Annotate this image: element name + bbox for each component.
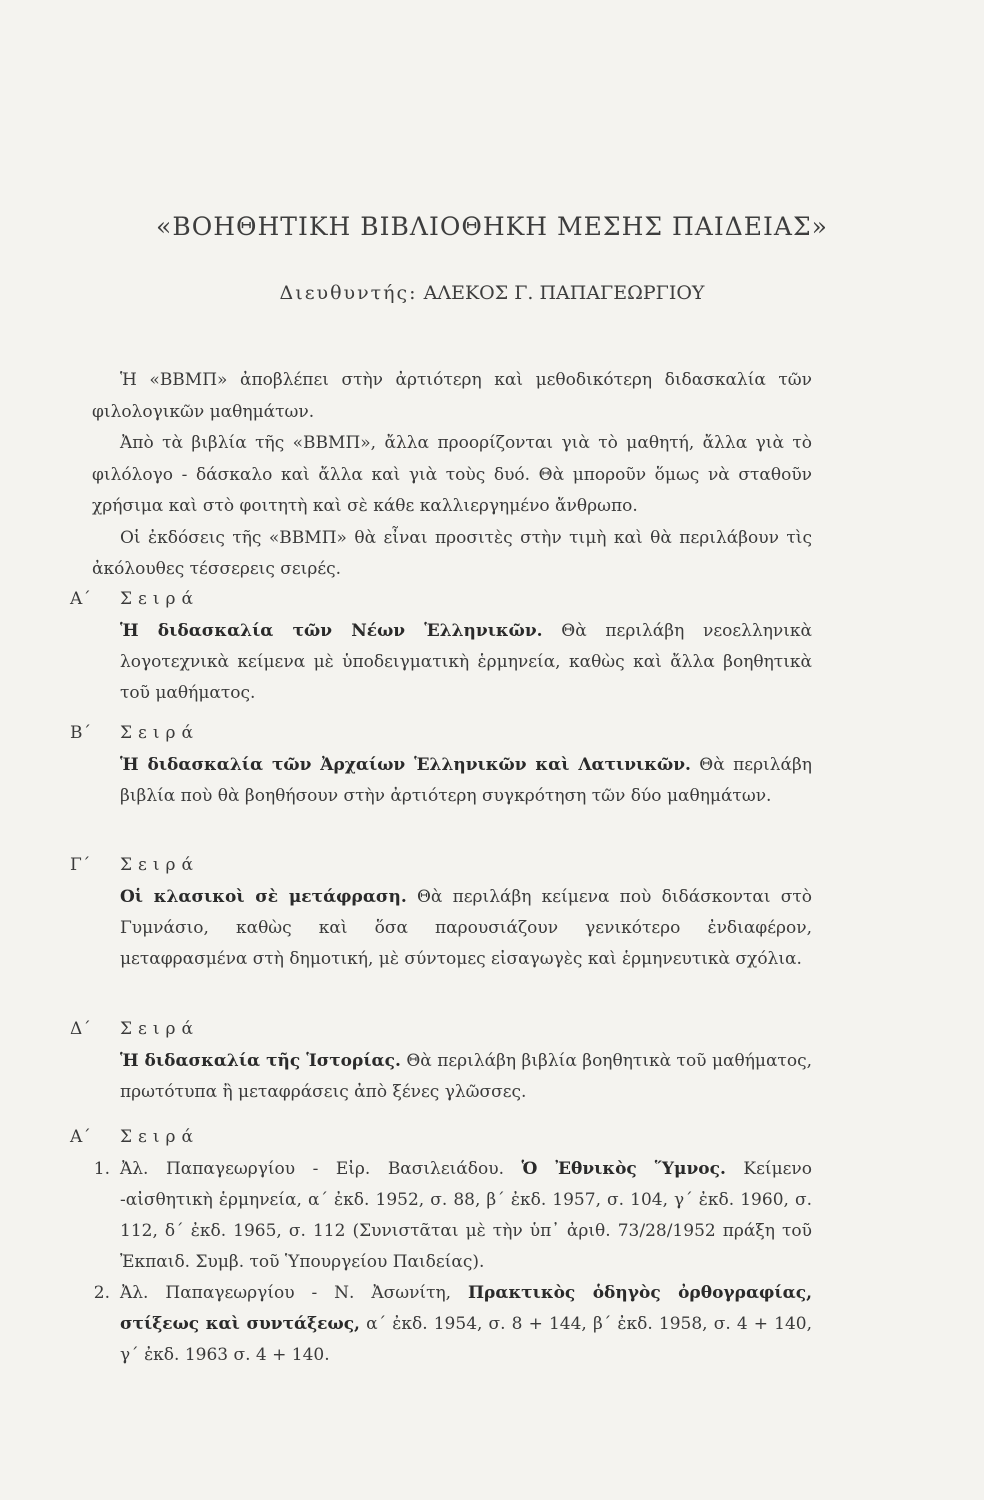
series-text: Θὰ περιλάβη νεοελληνικὰ λογοτεχνικὰ κείμενα μὲ ὑποδειγματικὴ ἑρμηνεία, καθὼς καὶ ἄλλα βοηθητικὰ τοῦ μαθήματος.	[120, 621, 813, 703]
item-number: 2.	[93, 1283, 110, 1303]
series-label: Σειρά	[120, 589, 199, 609]
series-b	[70, 716, 812, 812]
series-head	[70, 848, 812, 882]
item-details: α΄ ἐκδ. 1954, σ. 8 + 144, β΄ ἐκδ. 1958, σ. 4 + 140, γ΄ ἐκδ. 1963 σ. 4 + 140.	[120, 1314, 813, 1365]
item-text	[120, 1278, 812, 1371]
series-text: Θὰ περιλάβη βιβλία ποὺ θὰ βοηθήσουν στὴν ἀρτιότερη συγκρότηση τῶν δύο μαθημάτων.	[120, 755, 812, 806]
series-letter: Α΄	[70, 589, 91, 609]
director-role: Διευθυντής:	[279, 282, 418, 304]
intro-text	[92, 365, 812, 586]
series-head	[70, 716, 812, 750]
series-head	[70, 1012, 812, 1046]
series-title: Ἡ διδασκαλία τῶν Νέων Ἑλληνικῶν.	[120, 621, 543, 641]
series-label: Σειρά	[120, 723, 199, 743]
item-text	[120, 1154, 812, 1278]
item-number: 1.	[93, 1159, 110, 1179]
series-letter: Δ΄	[70, 1019, 91, 1039]
item-details: Κείμενο -αἰσθητικὴ ἑρμηνεία, α΄ ἐκδ. 1952, σ. 88, β΄ ἐκδ. 1957, σ. 104, γ΄ ἐκδ. 1960, σ. 112, δ΄ ἐκδ. 1965, σ. 112 (Συνιστᾶται μὲ τὴν ὑπ᾽ ἀριθ. 73/28/1952 πράξη τοῦ Ἐκπαιδ. Συμβ. τοῦ Ὑπουργείου Παιδείας).	[120, 1159, 813, 1272]
item-title: Πρακτικὸς ὁδηγὸς ὀρθογραφίας, στίξεως καὶ συντάξεως,	[120, 1283, 812, 1334]
item-authors: Ἀλ. Παπαγεωργίου - Ν. Ἀσωνίτη,	[120, 1283, 452, 1303]
series-c	[70, 848, 812, 975]
series-text: Θὰ περιλάβη κείμενα ποὺ διδάσκονται στὸ Γυμνάσιο, καθὼς καὶ ὅσα παρουσιάζουν γενικότερο ἐνδιαφέρον, μεταφρασμένα στὴ δημοτική, μὲ σύντομες εἰσαγωγὲς καὶ ἑρμηνευτικὰ σχόλια.	[120, 887, 812, 969]
series-head	[70, 582, 812, 616]
series-title: Οἱ κλασικοὶ σὲ μετάφραση.	[120, 887, 407, 907]
series-d	[70, 1012, 812, 1108]
list-item	[70, 1278, 812, 1371]
series-body	[120, 750, 812, 812]
series-label: Σειρά	[120, 855, 199, 875]
page-title: «ΒΟΗΘΗΤΙΚΗ ΒΙΒΛΙΟΘΗΚΗ ΜΕΣΗΣ ΠΑΙΔΕΙΑΣ»	[156, 212, 828, 241]
series-title: Ἡ διδασκαλία τῆς Ἱστορίας.	[120, 1051, 401, 1071]
item-authors: Ἀλ. Παπαγεωργίου - Εἰρ. Βασιλειάδου.	[120, 1159, 504, 1179]
series-body	[120, 1046, 812, 1108]
catalog-letter: Α΄	[70, 1127, 91, 1147]
intro-paragraph-3: Οἱ ἐκδόσεις τῆς «ΒΒΜΠ» θὰ εἶναι προσιτὲς στὴν τιμὴ καὶ θὰ περιλάβουν τὶς ἀκόλουθες τέσσερεις σειρές.	[92, 527, 812, 579]
director-name: ΑΛΕΚΟΣ Γ. ΠΑΠΑΓΕΩΡΓΙΟΥ	[423, 282, 705, 304]
series-a	[70, 582, 812, 709]
series-body	[120, 616, 812, 709]
series-letter: Β΄	[70, 723, 91, 743]
catalog-label: Σειρά	[120, 1127, 199, 1147]
series-letter: Γ΄	[70, 855, 91, 875]
list-item	[70, 1154, 812, 1278]
series-label: Σειρά	[120, 1019, 199, 1039]
intro-paragraph-1: Ἡ «ΒΒΜΠ» ἀποβλέπει στὴν ἀρτιότερη καὶ μεθοδικότερη διδασκαλία τῶν φιλολογικῶν μαθημάτων.	[92, 370, 812, 422]
series-body	[120, 882, 812, 975]
item-title: Ὁ Ἐθνικὸς Ὕμνος.	[521, 1159, 726, 1179]
intro-paragraph-2: Ἀπὸ τὰ βιβλία τῆς «ΒΒΜΠ», ἄλλα προορίζονται γιὰ τὸ μαθητή, ἄλλα γιὰ τὸ φιλόλογο - δάσκαλο καὶ ἄλλα καὶ γιὰ τοὺς δυό. Θὰ μποροῦν ὅμως νὰ σταθοῦν χρήσιμα καὶ στὸ φοιτητὴ καὶ σὲ κάθε καλλιεργημένο ἄνθρωπο.	[92, 433, 812, 516]
series-title: Ἡ διδασκαλία τῶν Ἀρχαίων Ἑλληνικῶν καὶ Λατινικῶν.	[120, 755, 691, 775]
catalog-head	[70, 1120, 812, 1154]
director-line	[0, 282, 984, 304]
catalog-list	[70, 1120, 812, 1371]
series-text: Θὰ περιλάβη βιβλία βοηθητικὰ τοῦ μαθήματος, πρωτότυπα ἢ μεταφράσεις ἀπὸ ξένες γλῶσσες.	[120, 1051, 812, 1102]
